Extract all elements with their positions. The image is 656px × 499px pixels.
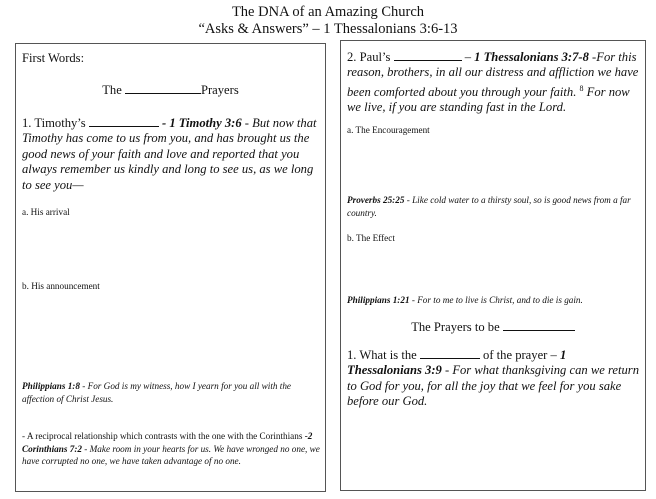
- effect-label: b. The Effect: [347, 233, 395, 243]
- what-is-paragraph: 1. What is the of the prayer – 1 Thessalonians 3:9 - For what thanksgiving can we return to God for you, for all the joy that we feel for you sake before our God.: [347, 348, 639, 409]
- encouragement-label: a. The Encouragement: [347, 125, 430, 135]
- right-panel: [340, 40, 646, 491]
- prayers-to-be-blank: [503, 319, 575, 331]
- proverbs-25-25: Proverbs 25:25 - Like cold water to a thirsty soul, so is good news from a far country.: [347, 195, 631, 218]
- what-is-blank: [420, 347, 480, 359]
- phil-1-21-ref: Philippians 1:21: [347, 295, 410, 305]
- prayers-to-be-heading: The Prayers to be: [341, 319, 645, 335]
- prayers-heading: The Prayers: [102, 83, 239, 97]
- timothy-paragraph: 1. Timothy’s - 1 Timothy 3:6 - But now that Timothy has come to us from you, and has brought us the good news of your faith and love and reported that you always remember us kindly and long to see us, as we long to see you—: [22, 116, 317, 192]
- thess-3-7-8-ref: 1 Thessalonians 3:7-8: [474, 50, 589, 64]
- prayers-blank: [125, 82, 201, 94]
- reciprocal-paragraph: - A reciprocal relationship which contrasts with the one with the Corinthians -2 Corinthians 7:2 - Make room in your hearts for us. We have wronged no one, we have corrupted no one, we have taken advantage of no one.: [22, 431, 320, 467]
- proverbs-ref: Proverbs 25:25: [347, 195, 405, 205]
- page-subtitle: “Asks & Answers” – 1 Thessalonians 3:6-13: [198, 21, 458, 37]
- left-panel: [15, 43, 326, 492]
- his-announcement-label: b. His announcement: [22, 281, 100, 291]
- philippians-1-8: Philippians 1:8 - For God is my witness, how I yearn for you all with the affection of Christ Jesus.: [22, 381, 291, 404]
- page-title: The DNA of an Amazing Church: [231, 4, 425, 20]
- thess-3-9-ref: 1 Thessalonians 3:9: [347, 348, 567, 378]
- timothy-blank: [89, 115, 159, 127]
- corinthians-ref: -2 Corinthians 7:2: [22, 431, 313, 454]
- pauls-paragraph: 2. Paul’s – 1 Thessalonians 3:7-8 -For this reason, brothers, in all our distress and affliction we have been comforted about you through your faith. $^8$ For now we live, if you are standing fast in the Lord.: [347, 50, 639, 115]
- timothy-ref: - 1 Timothy 3:6: [158, 116, 242, 130]
- phil-1-8-ref: Philippians 1:8: [22, 381, 80, 391]
- timothy-verse: - But now that Timothy has come to us from you, and has brought us the good news of your faith and love and reported that you always remember us kindly and long to see us, as we long to see you—: [22, 116, 317, 192]
- his-arrival-label: a. His arrival: [22, 207, 70, 217]
- pauls-blank: [394, 49, 462, 61]
- first-words-heading: First Words:: [22, 51, 85, 65]
- philippians-1-21: Philippians 1:21 - For to me to live is Christ, and to die is gain.: [347, 295, 583, 305]
